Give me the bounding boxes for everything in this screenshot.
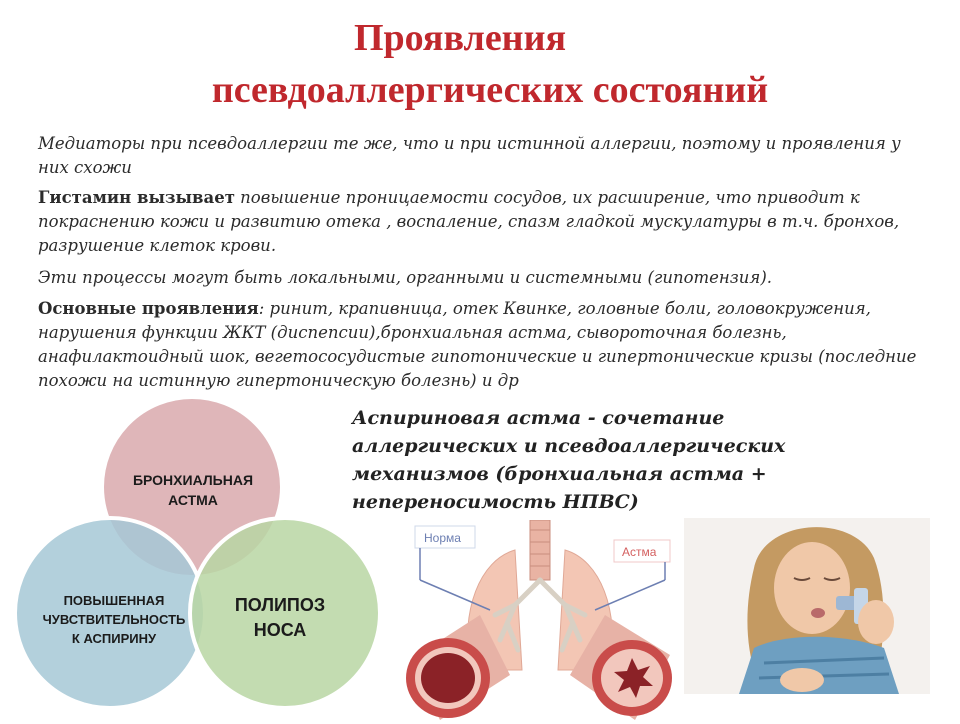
normal-label <box>415 526 475 548</box>
face <box>774 542 850 634</box>
paragraph-mediators <box>38 132 928 180</box>
paragraph-histamine-lead: Гистамин вызывает <box>38 188 235 207</box>
paragraph-mediators-text: Медиаторы при псевдоаллергии те же, что и при истинной аллергии, поэтому и проявления у них схожи <box>38 134 901 177</box>
venn-label-aspirin-sensitivity-line-3: К АСПИРИНУ <box>71 631 157 646</box>
paragraph-processes <box>38 266 928 290</box>
venn-label-aspirin-sensitivity-line-2: ЧУВСТВИТЕЛЬНОСТЬ <box>42 612 186 627</box>
asthma-label-text: Астма <box>622 545 657 559</box>
venn-diagram <box>0 395 400 720</box>
aspirin-asthma-note: Аспириновая астма - сочетание аллергических и псевдоаллергических механизмов (бронхиальная астма + непереносимость НПВС) <box>352 407 786 513</box>
paragraph-processes-text: Эти процессы могут быть локальными, органными и системными (гипотензия). <box>38 268 773 287</box>
venn-label-nasal-polyposis <box>225 593 335 643</box>
bronchi-drawing <box>400 520 680 720</box>
page-title-line-1: Проявления <box>353 17 567 59</box>
venn-label-nasal-polyposis-line-2: НОСА <box>253 620 307 640</box>
paragraph-manifestations <box>38 297 928 393</box>
venn-label-nasal-polyposis-line-1: ПОЛИПОЗ <box>234 595 326 615</box>
paragraph-histamine-text: повышение проницаемости сосудов, их расширение, что приводит к покраснению кожи и развитию отека , воспаление, спазм гладкой мускулатуры в т.ч. бронхов, разрушение клеток крови. <box>38 188 900 255</box>
venn-label-bronchial-asthma-line-2: АСТМА <box>168 492 218 508</box>
paragraph-histamine <box>38 186 928 258</box>
bronchi-illustration <box>400 520 680 720</box>
paragraph-manifestations-lead: Основные проявления <box>38 299 259 318</box>
venn-circles <box>0 395 400 720</box>
normal-label-text: Норма <box>424 531 461 545</box>
venn-label-bronchial-asthma-line-1: БРОНХИАЛЬНАЯ <box>132 472 254 488</box>
inhaler-photo-drawing <box>684 518 930 694</box>
paragraph-manifestations-text: : ринит, крапивница, отек Квинке, головные боли, головокружения, нарушения функции ЖКТ (диспепсии),бронхиальная астма, сывороточная болезнь, анафилактоидный шок, вегетососудистые гипотонические и гипертонические кризы (последние похожи на истинную гипертоническую болезнь) и др <box>38 299 917 390</box>
page-title-line-2: псевдоаллергических состояний <box>211 69 769 111</box>
inhaler-photo <box>684 518 930 694</box>
venn-label-bronchial-asthma <box>98 470 288 510</box>
trachea <box>530 520 550 580</box>
hand <box>858 600 894 644</box>
asthma-label <box>614 540 670 562</box>
venn-label-aspirin-sensitivity-line-1: ПОВЫШЕННАЯ <box>63 593 165 608</box>
venn-label-aspirin-sensitivity <box>14 591 214 648</box>
